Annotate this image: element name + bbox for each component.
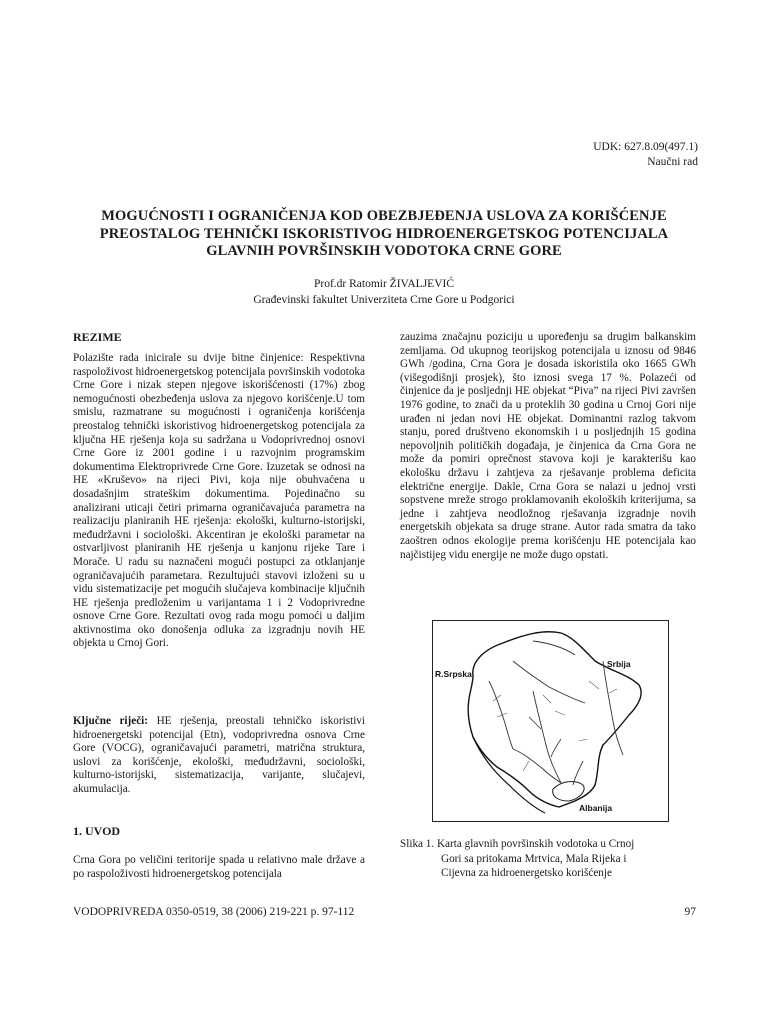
author-name: Prof.dr Ratomir ŽIVALJEVIĆ	[313, 278, 454, 290]
abstract-heading: REZIME	[73, 330, 122, 344]
caption-line-1: Slika 1. Karta glavnih površinskih vodotoka u Crnoj	[400, 838, 635, 850]
caption-line-2: Gori sa pritokama Mrtvica, Mala Rijeka i	[441, 852, 627, 865]
river-zeta	[513, 749, 561, 783]
intro-text-right: zauzima značajnu poziciju u upoređenju sa drugim balkanskim zemljama. Od ukupnog teorijskog potencijala u iznosu od 9846 GWh /godina, Crna Gora je dosada iskoristila oko 1665 GWh (višegodišnji prosjek), što iznosi svega 17 %. Polazeći od činjenice da je posljednji HE objekat “Piva” na rijeci Pivi završen 1976 godine, to znači da u proteklih 30 godina u Crnoj Gori nije urađen ni jedan novi HE objekat. Dominantni razlog takvom stanju, pored društveno ekonomskih i u posljednjih 15 godina nepovoljnih političkih događaja, je činjenica da Crna Gora ne može da pomiri oprečnost stavova koji je karakterišu kao ekološku državu i zahtjeva za rješavanje problema deficita električne energije. Dakle, Crna Gora se nalazi u jednoj vrsti sopstvene mreže strogo proklamovanih ekoloških kriterijuma, sa jedne i zahtjeva neodložnog rješavanja izgradnje novih energetskih objekata sa druge strane. Autor rada smatra da tako zaoštren odnos ekologije prema korišćenju HE potencijala kao najčistijeg vidu energije ne može dugo opstati.	[400, 331, 696, 561]
river-map	[433, 621, 668, 821]
keywords-text: HE rješenja, preostali tehničko iskoristivi hidroenergetski potencijal (Etn), vodoprivredna osnova Crne Gore (VOCG), ograničavajući parametri, matrična struktura, uslovi za korišćenje, ekološki, međudržavni, sociološki, kulturno-istorijski, sistematizacija, varijante, slučajevi, akumulacija.	[73, 715, 366, 795]
river-mala-rijeka	[551, 739, 561, 757]
intro-text-left: Crna Gora po veličini teritorije spada u relativno male države a po raspoloživosti hidroenergetskog potencijala	[73, 854, 365, 880]
author-affiliation: Građevinski fakultet Univerziteta Crne Gore u Podgorici	[253, 294, 515, 306]
udk-block	[593, 140, 698, 170]
map-label-albanija: Albanija	[579, 803, 613, 813]
river-map-figure	[432, 620, 669, 822]
keywords-label: Ključne riječi:	[73, 715, 149, 727]
page-number: 97	[684, 906, 696, 918]
river-cijevna	[573, 761, 583, 785]
paper-title	[70, 208, 698, 261]
udk-code: UDK: 627.8.09(497.1)	[593, 141, 698, 153]
caption-line-3: Cijevna za hidroenergetsko korišćenje	[441, 867, 612, 879]
map-label-srbija: Srbija	[607, 659, 631, 669]
author-block	[70, 276, 698, 308]
title-line-3: GLAVNIH POVRŠINSKIH VODOTOKA CRNE GORE	[206, 243, 562, 259]
river-tara	[513, 661, 585, 703]
river-cehotina	[533, 641, 575, 655]
map-label-rsrpska: R.Srpska	[435, 669, 472, 679]
tributaries	[493, 681, 617, 771]
title-line-2: PREOSTALOG TEHNIČKI ISKORISTIVOG HIDROENERGETSKOG POTENCIJALA	[99, 225, 669, 242]
river-moraca	[533, 691, 561, 783]
figure-caption	[400, 837, 696, 881]
paper-type: Naučni rad	[647, 156, 698, 168]
title-line-1: MOGUĆNOSTI I OGRANIČENJA KOD OBEZBJEĐENJA USLOVA ZA KORIŠĆENJE	[101, 208, 667, 224]
journal-footer: VODOPRIVREDA 0350-0519, 38 (2006) 219-221 p. 97-112	[73, 906, 355, 918]
river-piva	[489, 681, 513, 749]
intro-heading: 1. UVOD	[73, 824, 121, 838]
keywords-paragraph	[73, 715, 365, 797]
abstract-text: Polazište rada inicirale su dvije bitne činjenice: Respektivna raspoloživost hidroenergetskog potencijala površinskih vodotoka Crne Gore i nizak stepen njegove iskorišćenosti (17%) zbog nemogućnosti obezbeđenja uslova za njegovo korišćenje.U tom smislu, razmatrane su mogućnosti i ograničenja korišćenja preostalog tehnički iskoristivog hidroenergetskog potencijala za ključna HE rješenja koja su sadržana u Vodoprivrednoj osnovi Crne Gore iz 2001 godine i u razvojnim programskim dokumentima Elektroprivrede Crne Gore. Izuzetak se odnosi na HE «Kruševo» na rijeci Pivi, koja nije obuhvaćena u dosadašnjim strateškim dokumentima. Pojedinačno su analizirani uticaji četiri primarna ograničavajuća parametra na realizaciju planiranih HE rješenja: ekološki, kulturno-istorijski, međudržavni i sociološki. Akcentiran je ekološki parametar na ostvarljivost planiranih HE rješenja u kanjonu rijeke Tare i Morače. U radu su naznačeni mogući postupci za otklanjanje ograničavajućih parametara. Rezultujući stavovi izloženi su u vidu sistematizacije pet mogućih slučajeva kombinacije ključnih HE rješenja predloženim u varijantama 1 i 2 Vodoprivredne osnove Crne Gore. Rezultati ovog rada mogu pomoći u daljim aktivnostima oko donošenja odluka za izgradnju novih HE objekta u Crnoj Gori.	[73, 352, 365, 650]
